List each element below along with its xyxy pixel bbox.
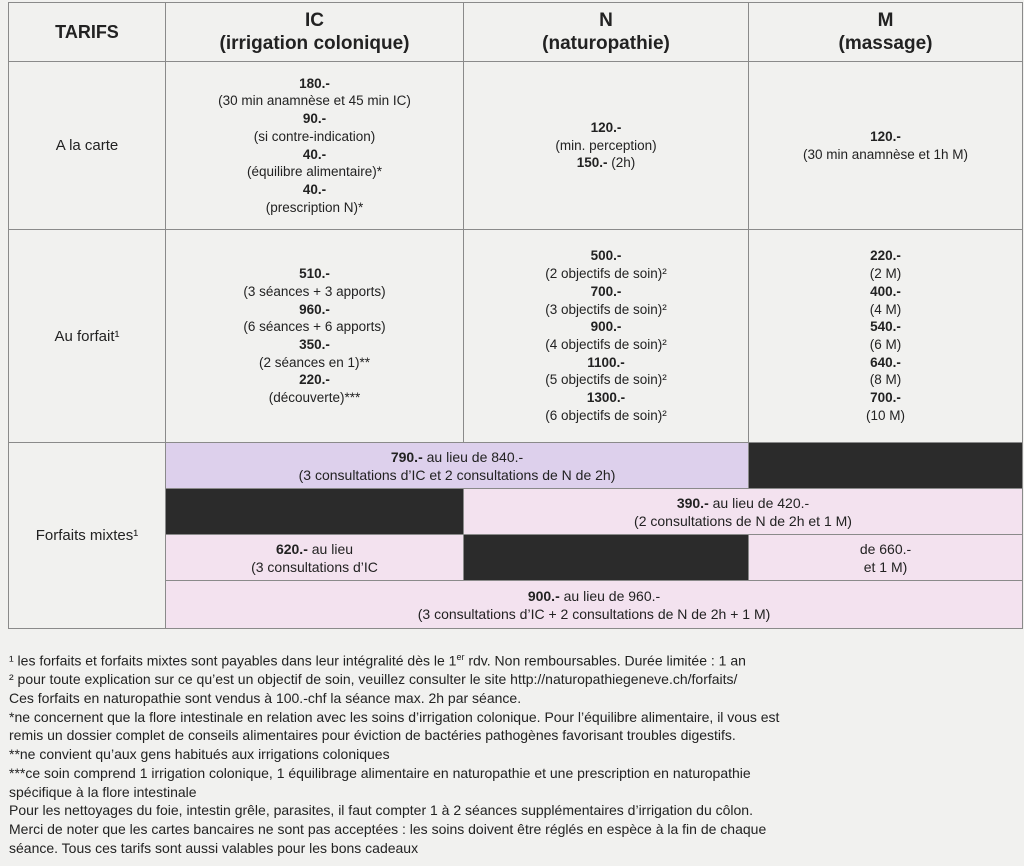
footnote-1: ¹ les forfaits et forfaits mixtes sont payables dans leur intégralité dès le 1er rdv. Non remboursables. Durée limitée : 1 an — [9, 652, 746, 669]
footnote-7: ***ce soin comprend 1 irrigation colonique, 1 équilibrage alimentaire en naturopathie et une prescription en naturopathie — [9, 764, 751, 781]
footnote-9: Pour les nettoyages du foie, intestin grêle, parasites, il faut compter 1 à 2 séances supplémentaires d’irrigation du côlon. — [9, 802, 753, 819]
mix-2-blocked — [166, 489, 464, 535]
mix-1-cell: 790.- au lieu de 840.- (3 consultations d’IC et 2 consultations de N de 2h) — [166, 443, 749, 489]
label-a-la-carte: A la carte — [9, 62, 166, 230]
footnote-6: **ne convient qu’aux gens habitués aux irrigations coloniques — [9, 746, 390, 763]
carte-m-cell: 120.- (30 min anamnèse et 1h M) — [749, 62, 1023, 230]
row-au-forfait — [9, 230, 1023, 443]
header-row — [9, 3, 1023, 62]
mix-3-right-cell: de 660.- et 1 M) — [749, 535, 1023, 581]
mix-2-cell: 390.- au lieu de 420.- (2 consultations de N de 2h et 1 M) — [464, 489, 1023, 535]
carte-n-cell: 120.- (min. perception) 150.- (2h) — [464, 62, 749, 230]
footnote-3: Ces forfaits en naturopathie sont vendus à 100.-chf la séance max. 2h par séance. — [9, 690, 522, 707]
tarifs-table — [8, 2, 1023, 629]
forfait-n-cell: 500.- (2 objectifs de soin)² 700.- (3 objectifs de soin)² 900.- (4 objectifs de soin)² 1100.- (5 objectifs de soin)² 1300.- (6 objectifs de soin)² — [464, 230, 749, 443]
mix-row-1 — [9, 443, 1023, 489]
label-au-forfait: Au forfait¹ — [9, 230, 166, 443]
footnote-10: Merci de noter que les cartes bancaires ne sont pas acceptées : les soins doivent être réglés en espèce à la fin de chaque — [9, 820, 767, 837]
label-forfaits-mixtes: Forfaits mixtes¹ — [9, 443, 166, 629]
footnote-4: *ne concernent que la flore intestinale en relation avec les soins d’irrigation colonique. Pour l’équilibre alimentaire, il vous est — [9, 708, 780, 725]
mix-3-blocked — [464, 535, 749, 581]
header-n: N (naturopathie) — [464, 3, 749, 62]
mix-4-cell: 900.- au lieu de 960.- (3 consultations d’IC + 2 consultations de N de 2h + 1 M) — [166, 581, 1023, 629]
mix-3-left-cell: 620.- au lieu (3 consultations d’IC — [166, 535, 464, 581]
forfait-m-cell: 220.- (2 M) 400.- (4 M) 540.- (6 M) 640.- (8 M) 700.- (10 M) — [749, 230, 1023, 443]
forfait-ic-cell: 510.- (3 séances + 3 apports) 960.- (6 séances + 6 apports) 350.- (2 séances en 1)** 220.- (découverte)*** — [166, 230, 464, 443]
footnote-2: ² pour toute explication sur ce qu’est un objectif de soin, veuillez consulter le site http://naturopathiegeneve.ch/forfaits/ — [9, 671, 738, 688]
header-tarifs: TARIFS — [9, 3, 166, 62]
footnote-5: remis un dossier complet de conseils alimentaires pour éviction de bactéries pathogènes favorisant troubles digestifs. — [9, 727, 736, 744]
footnotes — [9, 648, 1019, 857]
header-m: M (massage) — [749, 3, 1023, 62]
footnote-11: séance. Tous ces tarifs sont aussi valables pour les bons cadeaux — [9, 839, 419, 856]
header-ic: IC (irrigation colonique) — [166, 3, 464, 62]
carte-ic-cell: 180.- (30 min anamnèse et 45 min IC) 90.- (si contre-indication) 40.- (équilibre alimentaire)* 40.- (prescription N)* — [166, 62, 464, 230]
footnote-8: spécifique à la flore intestinale — [9, 783, 197, 800]
mix-1-blocked — [749, 443, 1023, 489]
row-a-la-carte — [9, 62, 1023, 230]
